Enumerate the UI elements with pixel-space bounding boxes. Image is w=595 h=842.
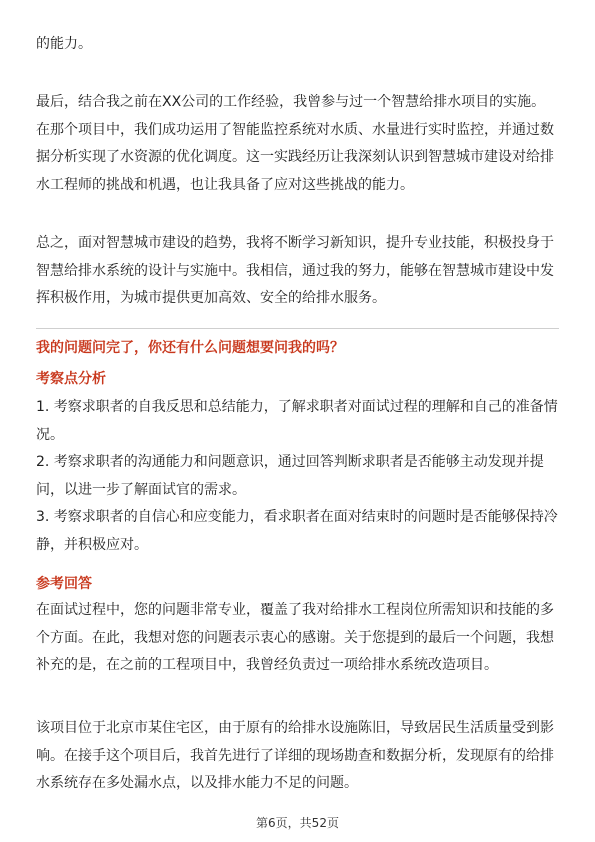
answer-paragraph: 该项目位于北京市某住宅区，由于原有的给排水设施陈旧，导致居民生活质量受到影响。在接手这个项目后，我首先进行了详细的现场勘查和数据分析，发现原有的给排水系统存在多处漏水点，以及排水能力不足的问题。 xyxy=(36,720,554,791)
analysis-item: 3. 考察求职者的自信心和应变能力，看求职者在面对结束时的问题时是否能够保持冷静，并积极应对。 xyxy=(36,509,558,553)
section-divider xyxy=(36,328,559,329)
question-heading: 我的问题问完了，你还有什么问题想要问我的吗？ xyxy=(36,340,344,356)
analysis-item: 2. 考察求职者的沟通能力和问题意识，通过回答判断求职者是否能够主动发现并提问，以进一步了解面试官的需求。 xyxy=(36,454,544,498)
experience-paragraph: 最后，结合我之前在XX公司的工作经验，我曾参与过一个智慧给排水项目的实施。在那个项目中，我们成功运用了智能监控系统对水质、水量进行实时监控，并通过数据分析实现了水资源的优化调度。这一实践经历让我深刻认识到智慧城市建设对给排水工程师的挑战和机遇，也让我具备了应对这些挑战的能力。 xyxy=(36,94,554,193)
analysis-title: 考察点分析 xyxy=(36,371,106,387)
answer-paragraph: 在面试过程中，您的问题非常专业，覆盖了我对给排水工程岗位所需知识和技能的多个方面。在此，我想对您的问题表示衷心的感谢。关于您提到的最后一个问题，我想补充的是，在之前的工程项目中，我曾经负责过一项给排水系统改造项目。 xyxy=(36,602,554,673)
page-number: 第6页，共52页 xyxy=(256,816,339,830)
summary-paragraph: 总之，面对智慧城市建设的趋势，我将不断学习新知识，提升专业技能，积极投身于智慧给排水系统的设计与实施中。我相信，通过我的努力，能够在智慧城市建设中发挥积极作用，为城市提供更加高效、安全的给排水服务。 xyxy=(36,235,554,306)
analysis-list xyxy=(36,394,559,559)
answer-title: 参考回答 xyxy=(36,576,92,592)
continued-paragraph: 的能力。 xyxy=(36,36,92,52)
analysis-item: 1. 考察求职者的自我反思和总结能力，了解求职者对面试过程的理解和自己的准备情况。 xyxy=(36,399,558,443)
